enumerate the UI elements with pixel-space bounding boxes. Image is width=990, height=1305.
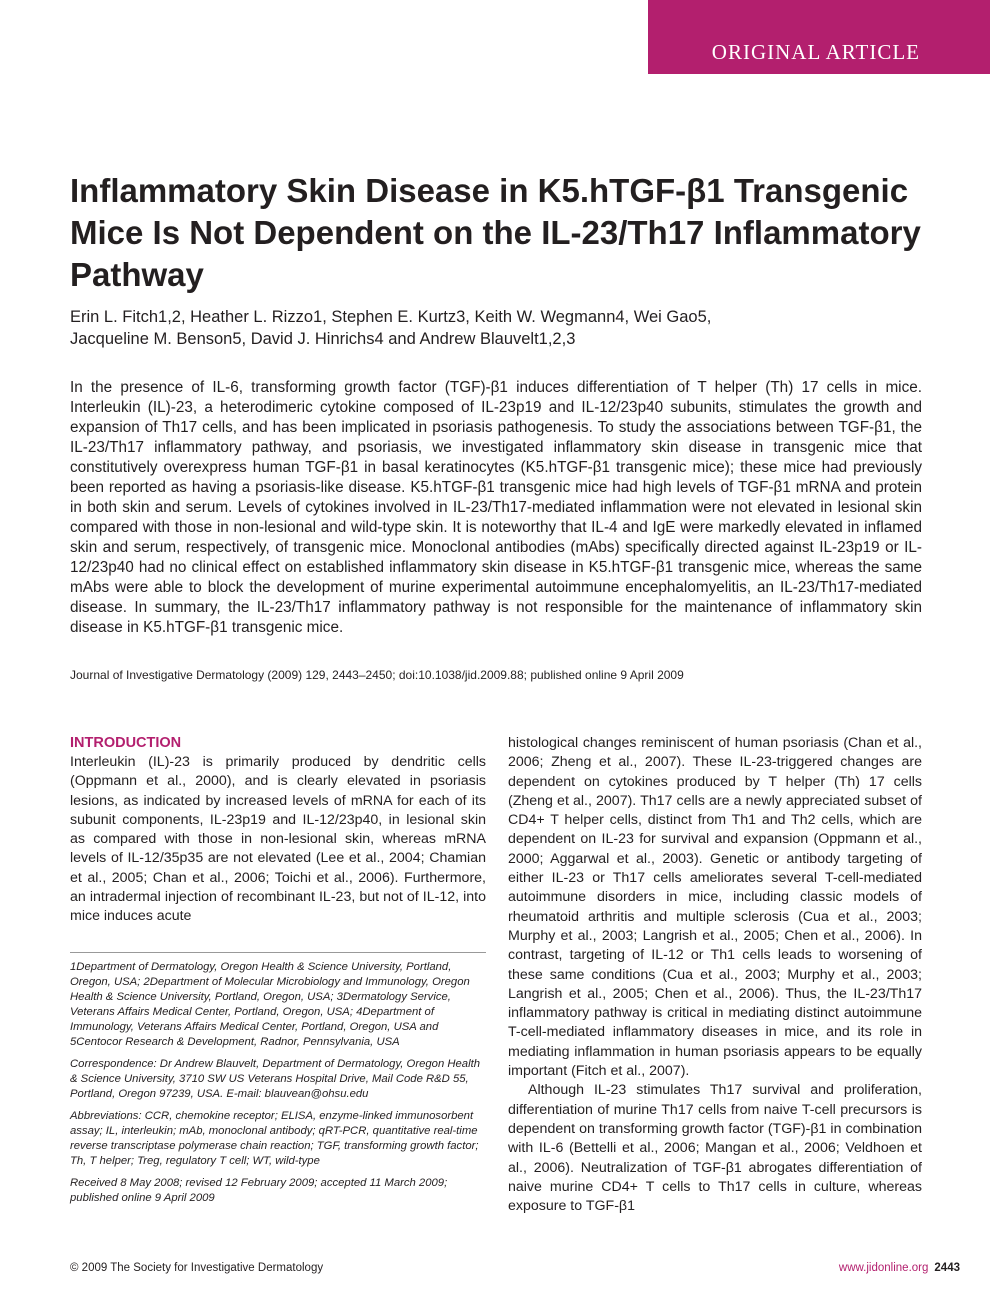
article-type-banner (648, 0, 990, 74)
journal-website-link[interactable]: www.jidonline.org (838, 1262, 929, 1274)
author-line-2: Jacqueline M. Benson5, David J. Hinrichs4 and Andrew Blauvelt1,2,3 (70, 330, 576, 348)
right-column (508, 734, 922, 1216)
author-line-1: Erin L. Fitch1,2, Heather L. Rizzo1, Stephen E. Kurtz3, Keith W. Wegmann4, Wei Gao5, (70, 308, 712, 326)
author-list (70, 306, 930, 350)
introduction-paragraph-2: histological changes reminiscent of human psoriasis (Chan et al., 2006; Zheng et al., 2007). These IL-23-triggered changes are dependent on cytokines produced by T helper (Th) 17 cells (Zheng et al., 2007). Th17 cells are a newly appreciated subset of CD4+ T helper cells, distinct from Th1 and Th2 cells, which are dependent on IL-23 for survival and expansion (Oppmann et al., 2000; Aggarwal et al., 2003). Genetic or antibody targeting of either IL-23 or Th17 cells ameliorates several T-cell-mediated autoimmune disorders in mice, including classic models of rheumatoid arthritis and multiple sclerosis (Cua et al., 2003; Murphy et al., 2003; Langrish et al., 2005; Chen et al., 2006). In contrast, targeting of IL-12 or Th1 cells leads to worsening of these same conditions (Cua et al., 2003; Murphy et al., 2003; Langrish et al., 2005; Chen et al., 2006). Thus, the IL-23/Th17 inflammatory pathway is critical in mediating distinct autoimmune T-cell-mediated inflammatory diseases in mice, and its role in mediating inflammation in human psoriasis appears to be equally important (Fitch et al., 2007). (508, 735, 922, 1080)
introduction-paragraph-1: Interleukin (IL)-23 is primarily produced by dendritic cells (Oppmann et al., 2000), and is clearly elevated in psoriasis lesions, as indicated by increased levels of mRNA for each of its subunit components, IL-23p19 and IL-12/23p40, in lesional skin as compared with those in non-lesional skin, whereas mRNA levels of IL-12/35p35 are not elevated (Lee et al., 2004; Chamian et al., 2005; Chan et al., 2006; Toichi et al., 2006). Furthermore, an intradermal injection of recombinant IL-23, but not of IL-12, into mice induces acute (70, 754, 486, 925)
page-footer-right (839, 1260, 960, 1276)
abbreviations: Abbreviations: CCR, chemokine receptor; ELISA, enzyme-linked immunosorbent assay; IL, interleukin; mAb, monoclonal antibody; qRT-PCR, quantitative real-time reverse transcriptase polymerase chain reaction; TGF, transforming growth factor; Th, T helper; Treg, regulatory T cell; WT, wild-type (70, 1110, 479, 1167)
abstract: In the presence of IL-6, transforming growth factor (TGF)-β1 induces differentiation of T helper (Th) 17 cells in mice. Interleukin (IL)-23, a heterodimeric cytokine composed of IL-23p19 and IL-12/23p40 subunits, stimulates the growth and expansion of Th17 cells, and has been implicated in psoriasis pathogenesis. To study the associations between TGF-β1, the IL-23/Th17 inflammatory pathway, and psoriasis, we investigated inflammatory skin disease in transgenic mice that constitutively overexpress human TGF-β1 in basal keratinocytes (K5.hTGF-β1 transgenic mice); these mice had previously been reported as having a psoriasis-like disease. K5.hTGF-β1 transgenic mice had high levels of TGF-β1 mRNA and protein in both skin and serum. Levels of cytokines involved in IL-23/Th17-mediated inflammation were not elevated in lesional skin compared with those in non-lesional and wild-type skin. It is noteworthy that IL-4 and IgE were markedly elevated in inflamed skin and serum, respectively, of transgenic mice. Monoclonal antibodies (mAbs) specifically directed against IL-23p19 or IL-12/23p40 had no clinical effect on established inflammatory skin disease in K5.hTGF-β1 transgenic mice, whereas the same mAbs were able to block the development of murine experimental autoimmune encephalomyelitis, an IL-23/Th17-mediated disease. In summary, the IL-23/Th17 inflammatory pathway is not responsible for the maintenance of inflammatory skin disease in K5.hTGF-β1 transgenic mice. (70, 379, 922, 636)
page-number: 2443 (934, 1262, 960, 1274)
article-title: Inflammatory Skin Disease in K5.hTGF-β1 Transgenic Mice Is Not Dependent on the IL-23/Th17 Inflammatory Pathway (70, 172, 921, 293)
section-heading-introduction: INTRODUCTION (70, 735, 182, 751)
article-type-label: ORIGINAL ARTICLE (711, 40, 920, 64)
left-column (70, 734, 486, 927)
footnote-divider (70, 952, 486, 953)
citation-line: Journal of Investigative Dermatology (2009) 129, 2443–2450; doi:10.1038/jid.2009.88; published online 9 April 2009 (70, 668, 684, 682)
received-dates: Received 8 May 2008; revised 12 February 2009; accepted 11 March 2009; published online 9 April 2009 (70, 1177, 448, 1204)
affiliations: 1Department of Dermatology, Oregon Health & Science University, Portland, Oregon, USA; 2Department of Molecular Microbiology and Immunology, Oregon Health & Science University, Portland, Oregon, USA; 3Dermatology Service, Veterans Affairs Medical Center, Portland, Oregon, USA; 4Department of Immunology, Veterans Affairs Medical Center, Portland, Oregon, USA and 5Centocor Research & Development, Radnor, Pennsylvania, USA (70, 961, 470, 1048)
copyright-notice: © 2009 The Society for Investigative Dermatology (70, 1262, 324, 1274)
correspondence: Correspondence: Dr Andrew Blauvelt, Department of Dermatology, Oregon Health & Science University, 3710 SW US Veterans Hospital Drive, Mail Code R&D 55, Portland, Oregon 97239, USA. E-mail: blauvean@ohsu.edu (70, 1058, 481, 1100)
footnotes (70, 960, 486, 1213)
introduction-paragraph-3: Although IL-23 stimulates Th17 survival and proliferation, differentiation of murine Th17 cells from naive T-cell precursors is dependent on transforming growth factor (TGF)-β1 in combination with IL-6 (Bettelli et al., 2006; Mangan et al., 2006; Veldhoen et al., 2006). Neutralization of TGF-β1 abrogates differentiation of naive murine CD4+ T cells to Th17 cells in culture, whereas exposure to TGF-β1 (508, 1082, 922, 1215)
